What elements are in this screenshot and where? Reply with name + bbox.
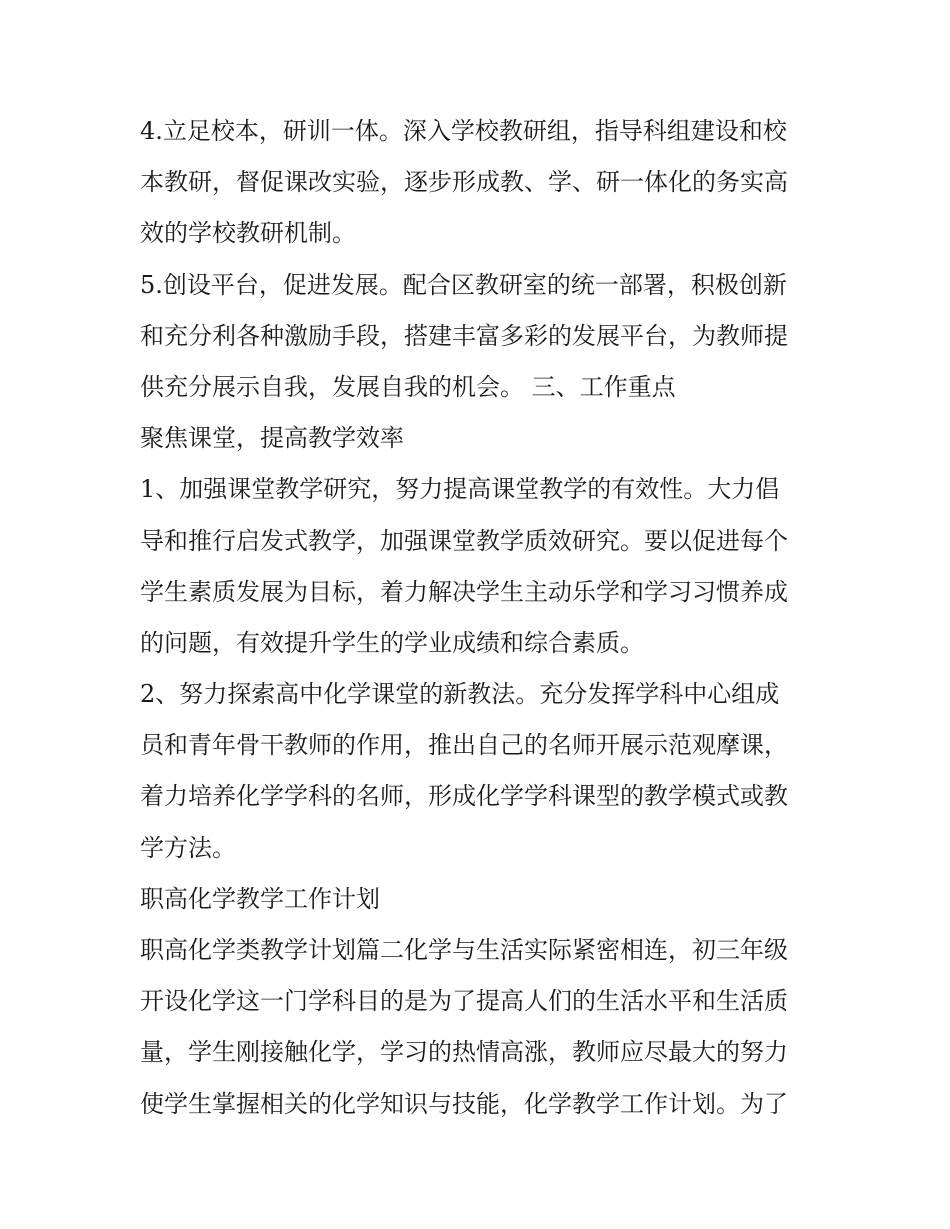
text-line: 着力培养化学学科的名师，形成化学学科课型的教学模式或教 — [140, 782, 788, 811]
text-line: 2、努力探索高中化学课堂的新教法。充分发挥学科中心组成 — [140, 680, 780, 709]
document-title: 职高化学教学工作计划 — [140, 884, 380, 913]
text-line: 员和青年骨干教师的作用，推出自己的名师开展示范观摩课， — [140, 731, 788, 760]
text-line: 和充分利各种激励手段，搭建丰富多彩的发展平台，为教师提 — [140, 321, 788, 350]
text-line: 学生素质发展为目标，着力解决学生主动乐学和学习习惯养成 — [140, 577, 788, 606]
text-line: 本教研，督促课改实验，逐步形成教、学、研一体化的务实高 — [140, 168, 788, 197]
text-line: 的问题，有效提升学生的学业成绩和综合素质。 — [140, 628, 644, 657]
text-line: 职高化学类教学计划篇二化学与生活实际紧密相连，初三年级 — [140, 936, 788, 964]
document-body — [140, 106, 820, 1130]
text-line: 开设化学这一门学科目的是为了提高人们的生活水平和生活质 — [140, 987, 788, 1016]
text-line: 5.创设平台，促进发展。配合区教研室的统一部署，积极创新 — [140, 270, 787, 299]
text-line: 量，学生刚接触化学，学习的热情高涨，教师应尽最大的努力 — [140, 1038, 788, 1067]
text-line: 学方法。 — [140, 833, 236, 862]
text-line: 4.立足校本，研训一体。深入学校教研组，指导科组建设和校 — [140, 117, 787, 145]
text-line: 导和推行启发式教学，加强课堂教学质效研究。要以促进每个 — [140, 526, 788, 555]
text-line: 供充分展示自我，发展自我的机会。 三、工作重点 — [140, 372, 676, 401]
text-line: 效的学校教研机制。 — [140, 219, 356, 248]
text-line: 1、加强课堂教学研究，努力提高课堂教学的有效性。大力倡 — [140, 475, 780, 504]
text-line: 使学生掌握相关的化学知识与技能，化学教学工作计划。为了 — [140, 1089, 788, 1118]
section-heading: 聚焦课堂，提高教学效率 — [140, 424, 404, 453]
